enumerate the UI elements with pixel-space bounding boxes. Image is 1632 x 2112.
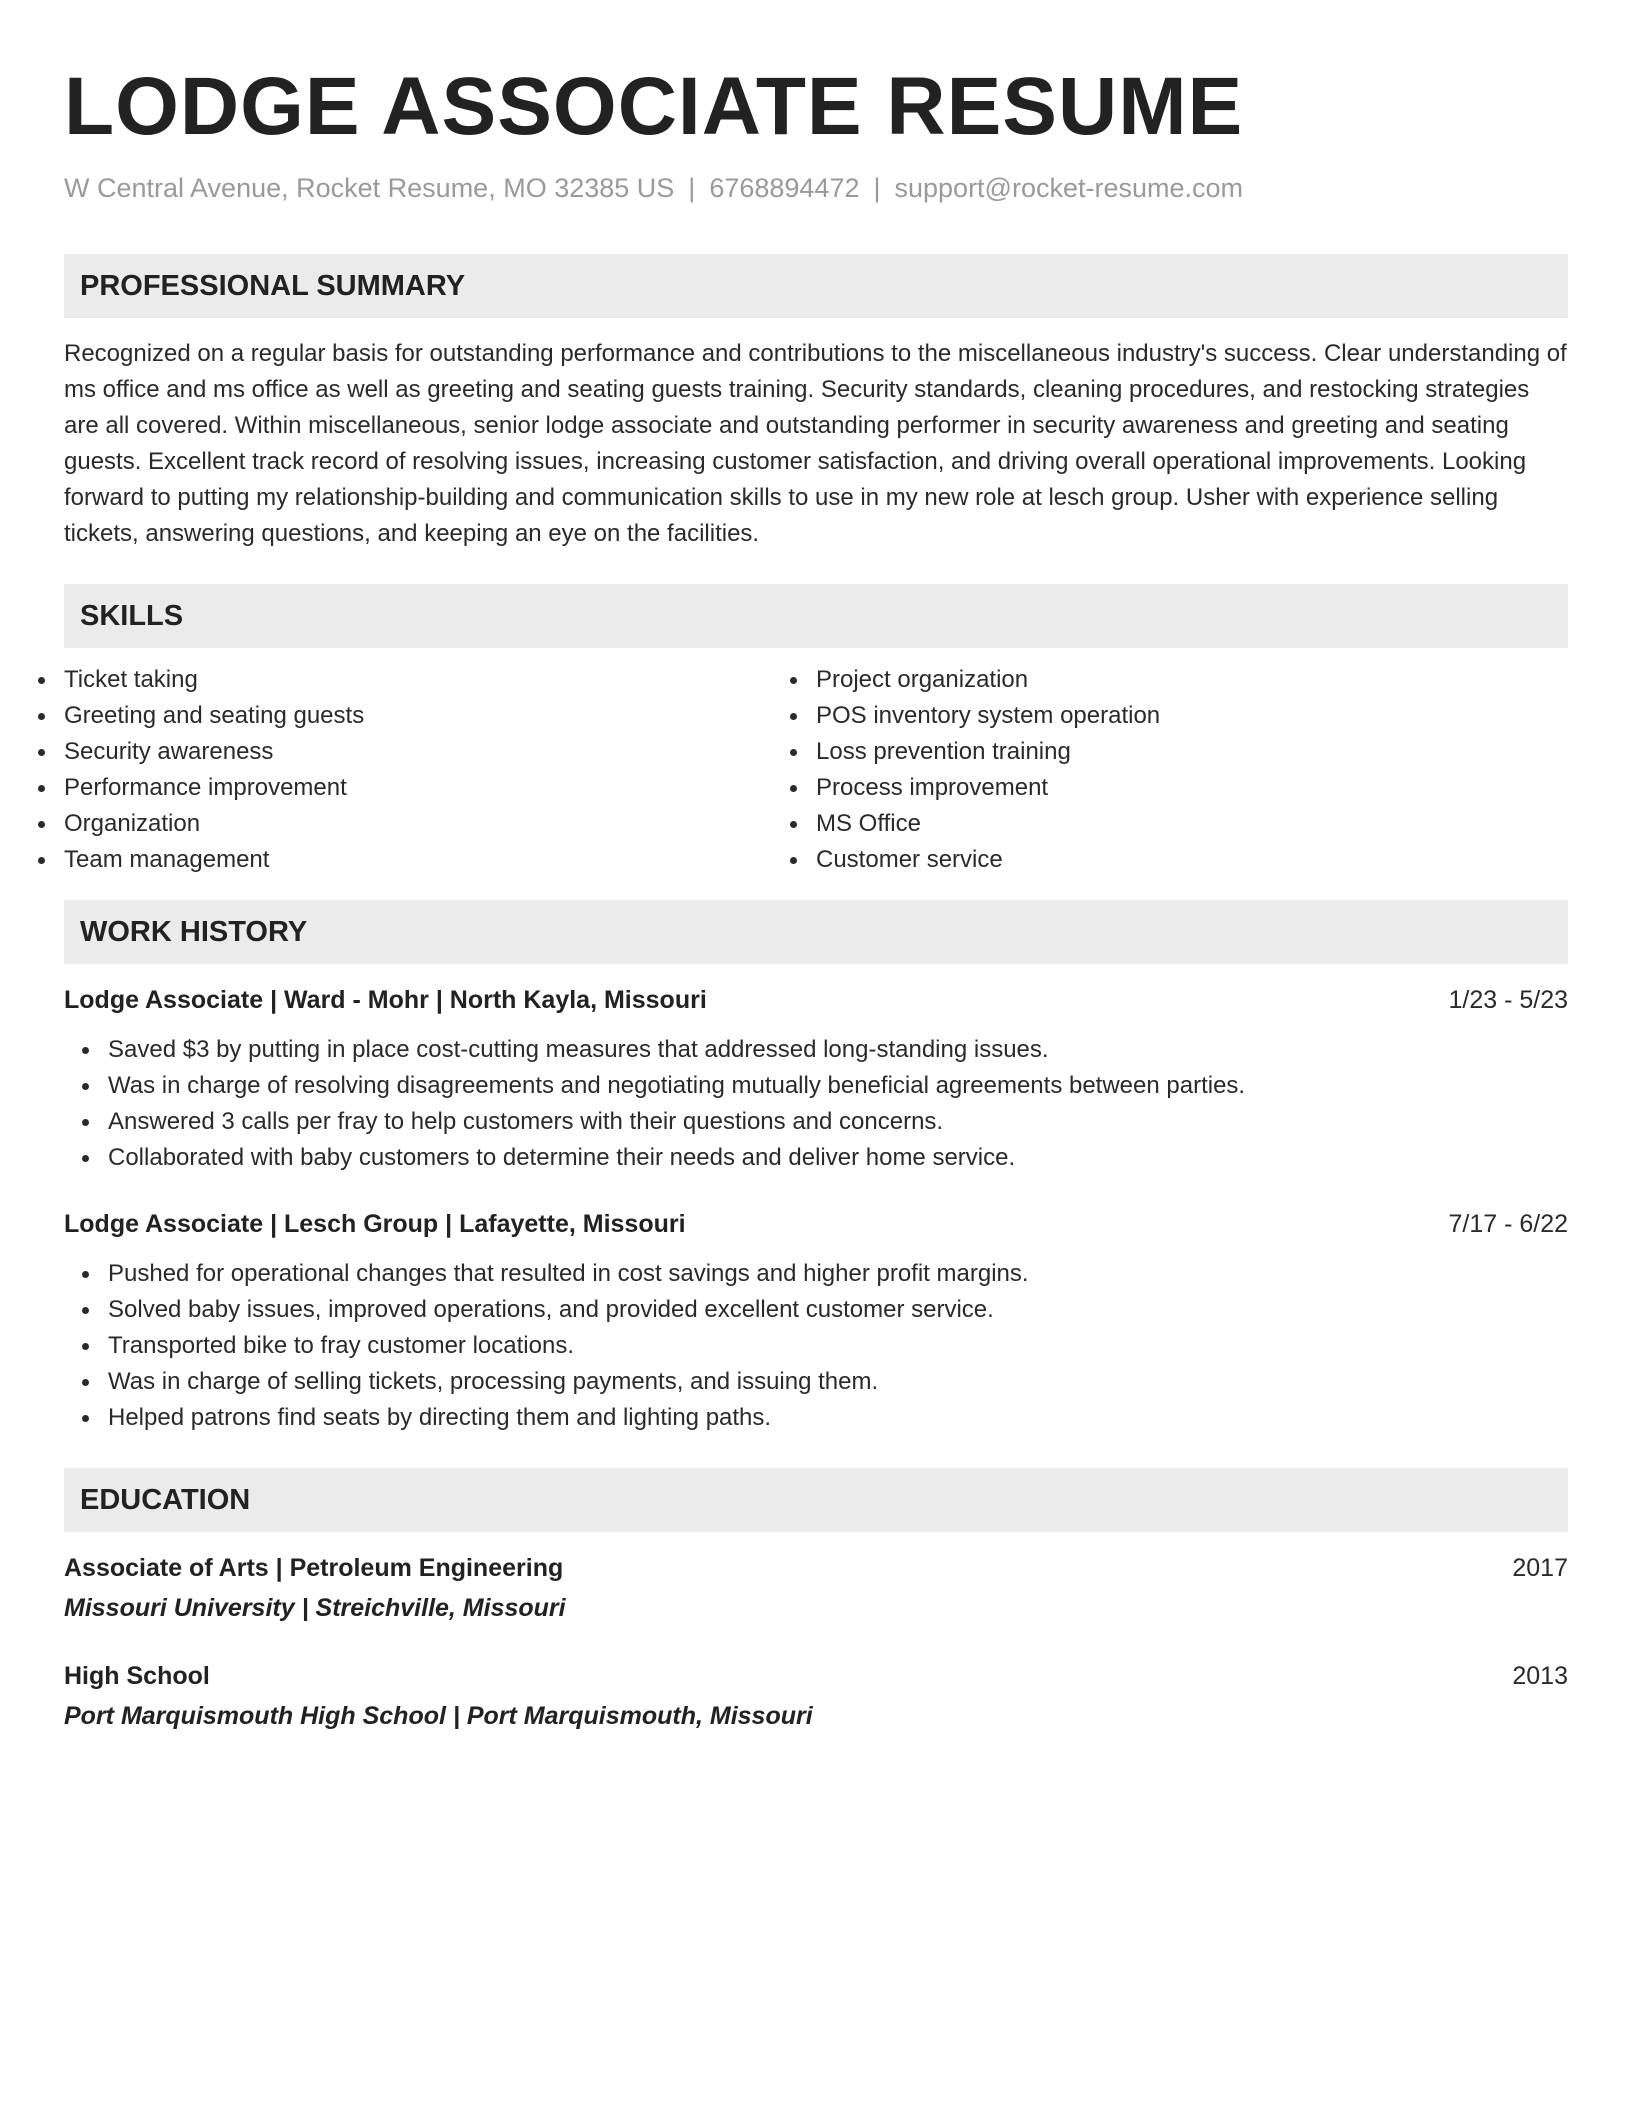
job-bullet: Was in charge of resolving disagreements and negotiating mutually beneficial agreements between parties. [108,1068,1568,1104]
job-dates: 7/17 - 6/22 [1448,1210,1568,1239]
education-degree: High School [64,1662,210,1691]
job-bullet: Collaborated with baby customers to determine their needs and deliver home service. [108,1140,1568,1176]
skills-grid [64,662,1568,878]
skill-item: Loss prevention training [816,734,1568,770]
education-school: Port Marquismouth High School | Port Marquismouth, Missouri [64,1702,813,1731]
education-header [64,1550,1568,1586]
section-heading-summary: PROFESSIONAL SUMMARY [64,254,1568,318]
job-entry [64,982,1568,1176]
job-entry [64,1206,1568,1436]
skill-item: Customer service [816,842,1568,878]
contact-separator: | [688,173,696,203]
summary-paragraph: Recognized on a regular basis for outstanding performance and contributions to the miscellaneous industry's success. Clear understanding of ms office and ms office as well as greeting and seating guests training. Security standards, cleaning procedures, and restocking strategies are all covered. Within miscellaneous, senior lodge associate and outstanding performer in security awareness and greeting and seating guests. Excellent track record of resolving issues, increasing customer satisfaction, and driving overall operational improvements. Looking forward to putting my relationship-building and communication skills to use in my new role at lesch group. Usher with experience selling tickets, answering questions, and keeping an eye on the facilities. [64,340,1567,548]
contact-email: support@rocket-resume.com [894,173,1244,203]
skill-item: Performance improvement [64,770,816,806]
skill-item: Ticket taking [64,662,816,698]
job-title: Lodge Associate | Ward - Mohr | North Kayla, Missouri [64,986,707,1015]
job-bullet: Transported bike to fray customer locations. [108,1328,1568,1364]
skills-column-left [64,662,816,878]
skill-item: Team management [64,842,816,878]
section-heading-skills: SKILLS [64,584,1568,648]
skill-item: POS inventory system operation [816,698,1568,734]
education-school: Missouri University | Streichville, Missouri [64,1594,566,1623]
education-degree: Associate of Arts | Petroleum Engineering [64,1554,564,1583]
job-bullets [64,1256,1568,1436]
contact-phone: 6768894472 [709,173,860,203]
skill-item: Project organization [816,662,1568,698]
resume-title: LODGE ASSOCIATE RESUME [64,61,1244,152]
job-bullet: Saved $3 by putting in place cost-cutting measures that addressed long-standing issues. [108,1032,1568,1068]
skill-item: Greeting and seating guests [64,698,816,734]
education-year: 2017 [1512,1554,1568,1583]
skills-column-right [816,662,1568,878]
education-entry [64,1550,1568,1626]
job-bullet: Pushed for operational changes that resulted in cost savings and higher profit margins. [108,1256,1568,1292]
job-dates: 1/23 - 5/23 [1448,986,1568,1015]
job-header [64,982,1568,1018]
skill-item: Organization [64,806,816,842]
job-bullet: Solved baby issues, improved operations, and provided excellent customer service. [108,1292,1568,1328]
job-bullets [64,1032,1568,1176]
section-heading-work-history: WORK HISTORY [64,900,1568,964]
skill-item: Process improvement [816,770,1568,806]
job-bullet: Helped patrons find seats by directing them and lighting paths. [108,1400,1568,1436]
job-bullet: Was in charge of selling tickets, processing payments, and issuing them. [108,1364,1568,1400]
skill-item: MS Office [816,806,1568,842]
education-header [64,1658,1568,1694]
job-title: Lodge Associate | Lesch Group | Lafayette, Missouri [64,1210,686,1239]
job-header [64,1206,1568,1242]
job-bullet: Answered 3 calls per fray to help customers with their questions and concerns. [108,1104,1568,1140]
education-year: 2013 [1512,1662,1568,1691]
contact-line [64,172,1568,204]
education-entry [64,1658,1568,1734]
contact-address: W Central Avenue, Rocket Resume, MO 32385 US [64,173,675,203]
section-heading-education: EDUCATION [64,1468,1568,1532]
skill-item: Security awareness [64,734,816,770]
contact-separator: | [873,173,881,203]
